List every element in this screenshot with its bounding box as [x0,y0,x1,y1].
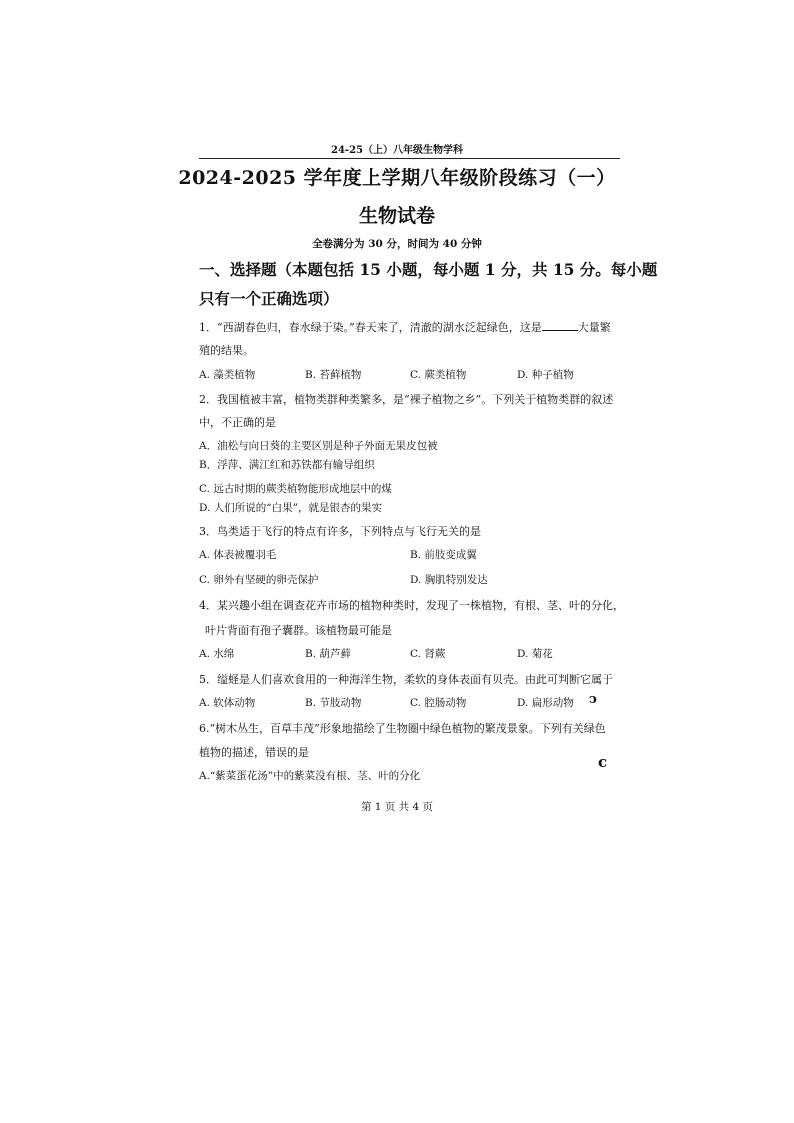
question-1-option-c: C. 蕨类植物 [410,369,467,381]
question-6-option-a: A.“紫菜蛋花汤”中的紫菜没有根、茎、叶的分化 [199,770,421,782]
question-4-stem-line-1: 4．某兴趣小组在调查花卉市场的植物种类时，发现了一株植物，有根、茎、叶的分化， [199,599,624,612]
score-time-note: 全卷满分为 30 分，时间为 40 分钟 [312,238,482,250]
question-4-option-d: D. 菊花 [517,648,553,660]
question-1-option-a: A. 藻类植物 [199,369,256,381]
question-3-option-d: D. 胸肌特别发达 [410,574,488,586]
header-divider [199,158,620,159]
question-5-stem: 5．缢蛏是人们喜欢食用的一种海洋生物，柔软的身体表面有贝壳。由此可判断它属于 [199,673,613,686]
subject-header: 24-25（上）八年级生物学科 [331,145,463,156]
question-5-option-a: A. 软体动物 [199,697,256,709]
question-4-stem-line-2: 叶片背面有孢子囊群。该植物最可能是 [205,624,392,637]
question-5-option-b: B. 节肢动物 [305,697,362,709]
section-heading-line-1: 一、选择题（本题包括 15 小题，每小题 1 分，共 15 分。每小题 [199,260,658,279]
question-4-option-b: B. 葫芦藓 [305,648,351,660]
question-3-option-c: C. 卵外有坚硬的卵壳保护 [199,574,319,586]
question-3-stem: 3．鸟类适于飞行的特点有许多，下列特点与飞行无关的是 [199,525,481,538]
question-2-option-d: D. 人们所说的“白果”，就是银杏的果实 [199,502,382,514]
question-2-option-c: C. 远古时期的蕨类植物能形成地层中的煤 [199,483,392,495]
question-2-stem-line-2: 中，不正确的是 [199,416,276,429]
question-3-option-b: B. 前肢变成翼 [410,549,477,561]
stray-mark: ↄ [589,692,597,707]
question-1-stem-line-2: 殖的结果。 [199,344,254,357]
answer-blank [542,330,578,331]
question-5-option-c: C. 腔肠动物 [410,697,467,709]
question-4-option-a: A. 水绵 [199,648,235,660]
page-footer: 第 1 页 共 4 页 [360,801,434,813]
question-1-option-d: D. 种子植物 [517,369,574,381]
question-1-stem-text-end: 大量繁 [577,321,611,334]
section-heading-line-2: 只有一个正确选项） [199,289,339,308]
question-6-stem-line-1: 6.“树木丛生，百草丰茂”形象地描绘了生物圈中绿色植物的繁茂景象。下列有关绿色 [199,722,606,735]
question-4-option-c: C. 肾蕨 [410,648,446,660]
question-1-option-b: B. 苔藓植物 [305,369,362,381]
question-5-option-d: D. 扁形动物 [517,697,574,709]
page-title: 2024-2025 学年度上学期八年级阶段练习（一） [178,167,616,189]
stray-mark: c [598,753,608,771]
question-1-stem-line-1 [199,319,611,335]
question-1-stem-text: 1．“西湖春色归，春水绿于染。”春天来了，清澈的湖水泛起绿色，这是 [199,321,542,334]
question-2-stem-line-1: 2．我国植被丰富，植物类群种类繁多，是“裸子植物之乡”。下列关于植物类群的叙述 [199,393,614,406]
question-3-option-a: A. 体表被覆羽毛 [199,549,277,561]
question-2-option-a: A．油松与向日葵的主要区别是种子外面无果皮包被 [199,440,438,452]
question-2-option-b: B．浮萍、满江红和苏铁都有输导组织 [199,459,375,471]
page-subtitle: 生物试卷 [358,205,435,227]
question-6-stem-line-2: 植物的描述，错误的是 [199,746,309,759]
